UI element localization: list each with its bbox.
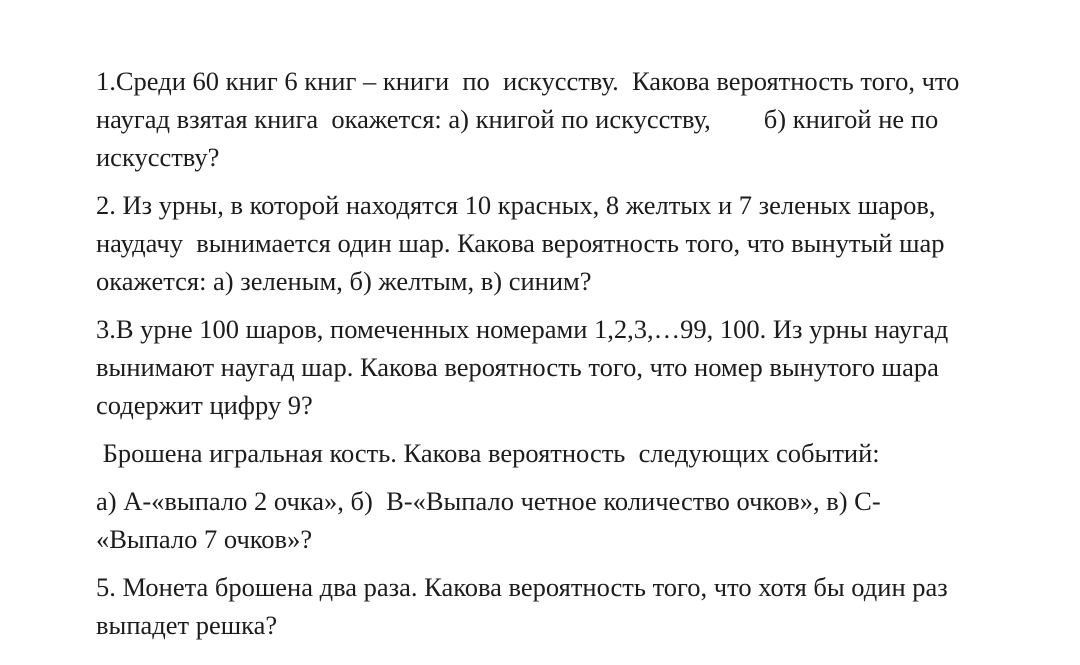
problem-1-line-3: искусству? bbox=[96, 142, 220, 172]
paragraph-gap bbox=[96, 424, 1026, 434]
problem-1 bbox=[96, 62, 1026, 176]
problem-3-line-1: 3.В урне 100 шаров, помеченных номерами 1,2,3,…99, 100. Из урны наугад bbox=[96, 314, 949, 344]
paragraph-gap bbox=[96, 300, 1026, 310]
problem-5-line-2: выпадет решка? bbox=[96, 610, 278, 640]
problem-4-intro bbox=[96, 434, 1026, 472]
paragraph-gap bbox=[96, 558, 1026, 568]
problem-2 bbox=[96, 186, 1026, 300]
problem-2-line-3: окажется: а) зеленым, б) желтым, в) синим? bbox=[96, 266, 592, 296]
paragraph-gap bbox=[96, 472, 1026, 482]
problem-4-options bbox=[96, 482, 1026, 558]
problem-3-line-3: содержит цифру 9? bbox=[96, 390, 313, 420]
problem-2-line-2: наудачу вынимается один шар. Какова вероятность того, что вынутый шар bbox=[96, 228, 945, 258]
problem-4-intro-line: Брошена игральная кость. Какова вероятность следующих событий: bbox=[96, 438, 880, 468]
paragraph-gap bbox=[96, 176, 1026, 186]
problem-3 bbox=[96, 310, 1026, 424]
problem-1-line-2: наугад взятая книга окажется: а) книгой по искусству, б) книгой не по bbox=[96, 104, 939, 134]
problem-3-line-2: вынимают наугад шар. Какова вероятность того, что номер вынутого шара bbox=[96, 352, 939, 382]
problem-1-line-1: 1.Среди 60 книг 6 книг – книги по искусству. Какова вероятность того, что bbox=[96, 66, 960, 96]
problem-4-line-2: «Выпало 7 очков»? bbox=[96, 524, 313, 554]
problem-4-line-1: а) А-«выпало 2 очка», б) В-«Выпало четное количество очков», в) С- bbox=[96, 486, 881, 516]
problem-2-line-1: 2. Из урны, в которой находятся 10 красных, 8 желтых и 7 зеленых шаров, bbox=[96, 190, 936, 220]
problem-5 bbox=[96, 568, 1026, 644]
document-body bbox=[96, 62, 1026, 644]
problem-5-line-1: 5. Монета брошена два раза. Какова вероятность того, что хотя бы один раз bbox=[96, 572, 948, 602]
